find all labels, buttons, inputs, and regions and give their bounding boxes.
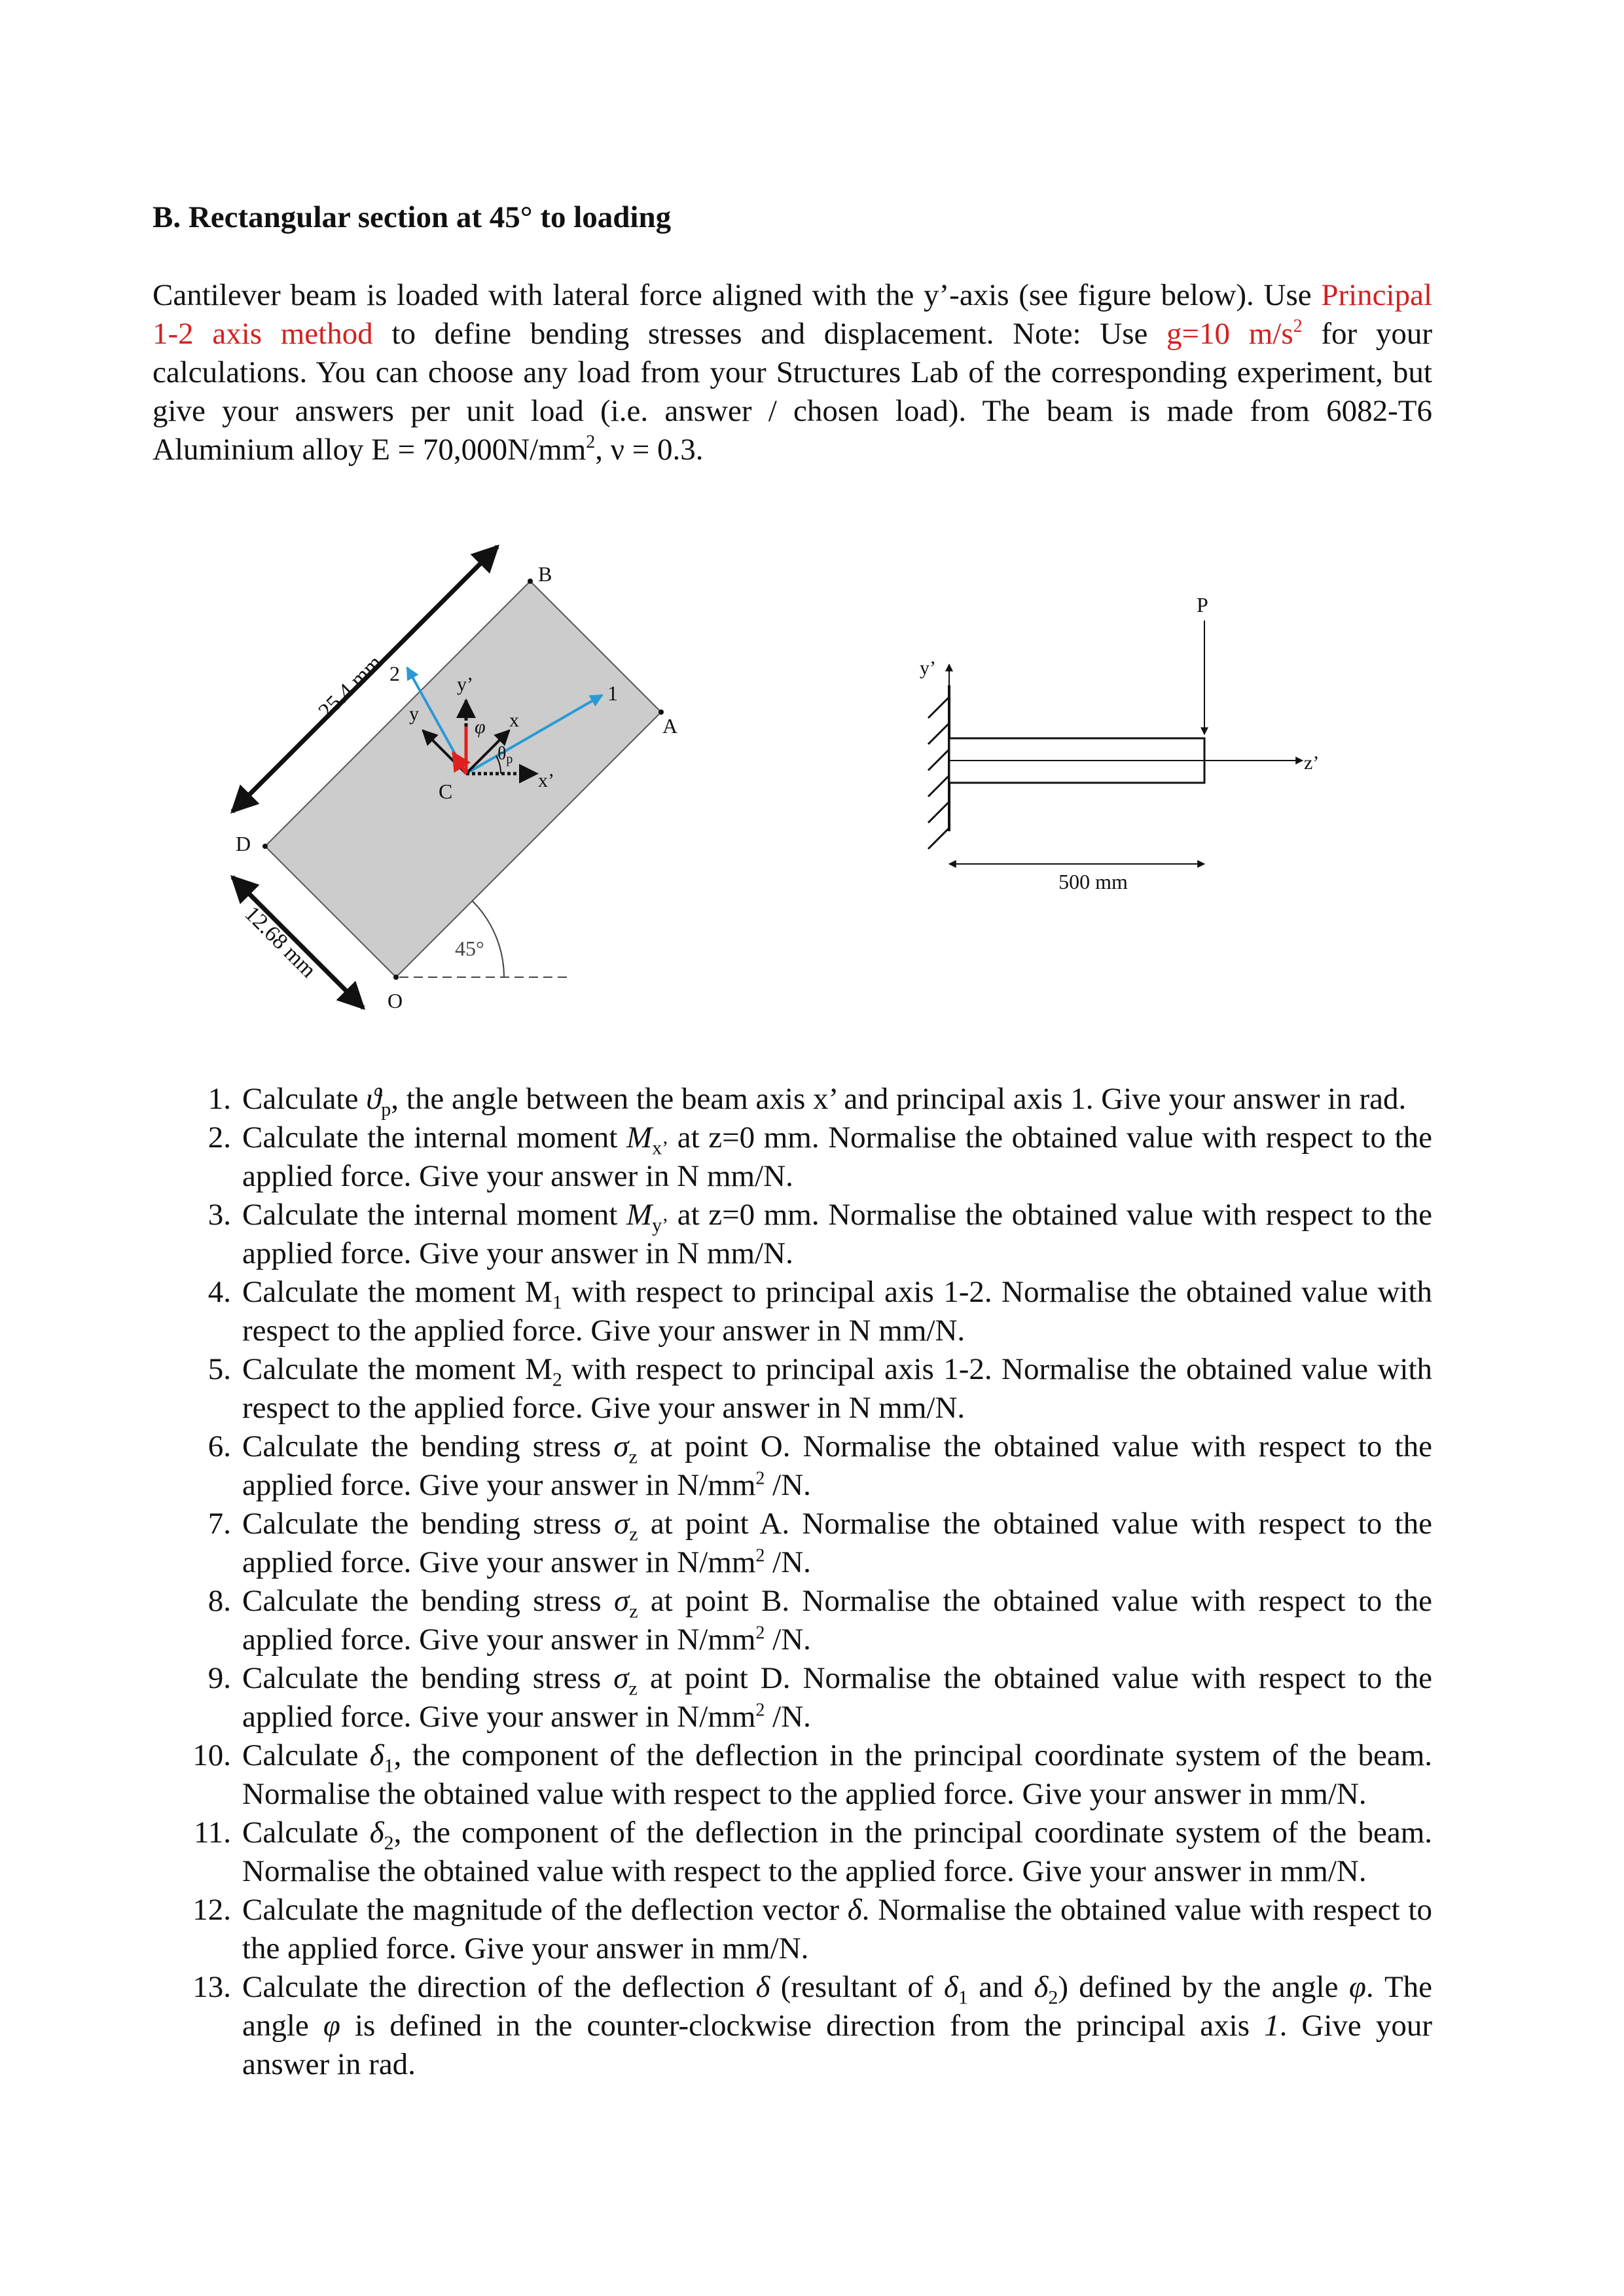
question-text: at z=0 mm. Normalise the obtained value with respect to the applied force. Give your answer in N mm/N.: [242, 1198, 1433, 1270]
question-number: 7.: [208, 1507, 231, 1541]
math-symbol: 1: [1264, 2009, 1280, 2043]
question-item: [153, 1427, 1432, 1505]
question-item: [153, 1814, 1432, 1891]
question-text: with respect to principal axis 1-2. Normalise the obtained value with respect to the applied force. Give your answer in N mm/N.: [242, 1352, 1432, 1425]
math-subscript: 2: [384, 1832, 394, 1854]
section-rectangle: [265, 581, 661, 977]
point-b-dot: [528, 579, 533, 584]
intro-text-4: , ν = 0.3.: [595, 433, 704, 467]
question-text: Calculate the bending stress: [242, 1661, 614, 1695]
question-number: 1.: [208, 1082, 231, 1116]
math-superscript: 2: [755, 1545, 765, 1566]
question-number: 9.: [208, 1661, 231, 1695]
question-number: 8.: [208, 1584, 231, 1618]
load-label: P: [1197, 593, 1208, 617]
question-text: Calculate the bending stress: [242, 1507, 614, 1541]
math-superscript: 2: [755, 1700, 765, 1721]
label-axis-2: 2: [389, 662, 400, 685]
question-item: [153, 1582, 1432, 1659]
math-subscript: p: [381, 1098, 391, 1121]
method-highlight: Principal 1-2 axis method: [153, 278, 1432, 351]
math-symbol: δ: [944, 1970, 958, 2004]
gravity-exponent: 2: [1293, 316, 1303, 336]
intro-text-1: Cantilever beam is loaded with lateral force aligned with the y’-axis (see figure below). Use: [153, 278, 1322, 312]
intro-text-3: for your calculations. You can choose any load from your Structures Lab of the corresponding experiment, but give your answers per unit load (i.e. answer / chosen load). The beam is made from 6082-T6 Aluminium alloy E = 70,000N/mm: [153, 317, 1432, 467]
question-item: [153, 1080, 1432, 1119]
question-text: /N.: [765, 1623, 811, 1657]
math-symbol: σ: [614, 1584, 630, 1618]
question-number: 3.: [208, 1198, 231, 1232]
modulus-exponent: 2: [586, 432, 596, 452]
beam-figure-svg: [196, 537, 1440, 1034]
question-number: 12.: [192, 1893, 231, 1927]
question-text: Calculate the moment M: [242, 1275, 552, 1309]
question-text: Calculate the internal moment: [242, 1198, 626, 1232]
label-phi: φ: [475, 716, 486, 738]
math-subscript: 1: [958, 1986, 968, 2009]
label-a: A: [662, 714, 678, 738]
question-text: ) defined by the angle: [1058, 1970, 1349, 2004]
label-b: B: [538, 562, 552, 586]
question-text: Calculate the internal moment: [242, 1121, 626, 1155]
question-text: Calculate the magnitude of the deflection vector: [242, 1893, 848, 1927]
point-o-dot: [393, 975, 399, 980]
question-text: . Normalise the obtained value with respect to the applied force. Give your answer in mm/N.: [242, 1893, 1432, 1965]
question-text: with respect to principal axis 1-2. Normalise the obtained value with respect to the applied force. Give your answer in N mm/N.: [242, 1275, 1432, 1348]
question-number: 4.: [208, 1275, 231, 1309]
question-text: (resultant of: [770, 1970, 945, 2004]
intro-text-2: to define bending stresses and displacement. Note: Use: [372, 317, 1167, 351]
question-text: , the angle between the beam axis x’ and principal axis 1. Give your answer in rad.: [391, 1082, 1407, 1116]
question-list: [153, 1080, 1432, 2084]
label-theta-sub: p: [506, 752, 513, 766]
math-symbol: ϑ: [366, 1082, 382, 1116]
dimension-short-label: 12.68 mm: [240, 901, 321, 983]
angle-label: 45°: [455, 937, 484, 960]
label-axis-yp: y’: [457, 673, 473, 695]
math-subscript: 2: [552, 1369, 562, 1391]
question-text: and: [967, 1970, 1034, 2004]
question-text: at point D. Normalise the obtained value with respect to the applied force. Give your answer in N/mm: [242, 1661, 1432, 1734]
question-item: [153, 1659, 1432, 1736]
math-symbol: M: [626, 1121, 653, 1155]
question-number: 13.: [192, 1970, 231, 2004]
dimension-long-label: 25.4 mm: [314, 651, 388, 724]
math-symbol: σ: [614, 1507, 630, 1541]
question-item: [153, 1273, 1432, 1350]
question-text: at z=0 mm. Normalise the obtained value with respect to the applied force. Give your answer in N mm/N.: [242, 1121, 1433, 1193]
question-item: [153, 1196, 1432, 1273]
label-c: C: [439, 780, 453, 803]
question-text: Calculate the bending stress: [242, 1584, 614, 1618]
question-number: 10.: [192, 1738, 231, 1772]
section-heading: B. Rectangular section at 45° to loading: [153, 200, 672, 234]
label-axis-y: y: [409, 703, 419, 725]
question-number: 6.: [208, 1429, 231, 1463]
question-text: is defined in the counter-clockwise direction from the principal axis: [340, 2009, 1265, 2043]
math-symbol: φ: [1348, 1970, 1366, 2004]
math-subscript: z: [628, 1677, 638, 1700]
cantilever-diagram: [920, 593, 1319, 893]
beam-figure: [196, 537, 1440, 1034]
math-subscript: y’: [652, 1214, 669, 1236]
beam-label-yp: y’: [920, 657, 936, 679]
math-symbol: δ: [755, 1970, 770, 2004]
math-symbol: δ: [369, 1738, 384, 1772]
math-symbol: δ: [1034, 1970, 1049, 2004]
question-item: [153, 1736, 1432, 1814]
question-text: /N.: [765, 1468, 811, 1502]
point-d-dot: [262, 844, 268, 849]
length-label: 500 mm: [1058, 870, 1128, 893]
question-number: 2.: [208, 1121, 231, 1155]
math-symbol: δ: [369, 1816, 384, 1850]
question-text: Calculate the moment M: [242, 1352, 552, 1386]
question-item: [153, 1505, 1432, 1582]
label-o: O: [388, 989, 403, 1013]
question-text: at point B. Normalise the obtained value with respect to the applied force. Give your answer in N/mm: [242, 1584, 1432, 1657]
math-subscript: 2: [1048, 1986, 1058, 2009]
math-subscript: 1: [384, 1755, 394, 1777]
intro-paragraph: [153, 276, 1432, 469]
question-item: [153, 1891, 1432, 1968]
question-number: 5.: [208, 1352, 231, 1386]
gravity-value: g=10 m/s: [1166, 317, 1293, 351]
math-superscript: 2: [755, 1468, 765, 1489]
question-item: [153, 1968, 1432, 2084]
label-theta-symbol: θ: [497, 744, 507, 764]
cross-section-diagram: [232, 547, 677, 1013]
question-text: /N.: [765, 1545, 811, 1579]
beam-label-zp: z’: [1304, 752, 1320, 774]
math-subscript: z: [628, 1446, 638, 1468]
question-text: at point A. Normalise the obtained value with respect to the applied force. Give your answer in N/mm: [242, 1507, 1432, 1579]
question-text: , the component of the deflection in the principal coordinate system of the beam. Normalise the obtained value with respect to the applied force. Give your answer in mm/N.: [242, 1816, 1432, 1888]
question-number: 11.: [193, 1816, 231, 1850]
question-text: Calculate: [242, 1816, 370, 1850]
math-symbol: σ: [613, 1661, 629, 1695]
question-item: [153, 1119, 1432, 1196]
question-text: Calculate the bending stress: [242, 1429, 614, 1463]
question-text: Calculate: [242, 1738, 370, 1772]
question-text: Calculate the direction of the deflection: [242, 1970, 756, 2004]
label-d: D: [236, 832, 251, 855]
math-symbol: σ: [613, 1429, 629, 1463]
label-axis-1: 1: [607, 681, 618, 705]
math-symbol: M: [626, 1198, 653, 1232]
math-subscript: x’: [652, 1137, 669, 1159]
question-text: , the component of the deflection in the principal coordinate system of the beam. Normalise the obtained value with respect to the applied force. Give your answer in mm/N.: [242, 1738, 1432, 1811]
wall-hatching: [928, 697, 949, 849]
math-superscript: 2: [755, 1623, 765, 1643]
question-item: [153, 1350, 1432, 1427]
math-symbol: δ: [847, 1893, 862, 1927]
math-symbol: φ: [323, 2009, 340, 2043]
question-text: . The angle: [242, 1970, 1433, 2043]
question-text: /N.: [765, 1700, 811, 1734]
label-axis-x: x: [509, 709, 519, 731]
math-subscript: z: [629, 1523, 638, 1545]
question-text: Calculate: [242, 1082, 367, 1116]
label-axis-xp: x’: [538, 770, 554, 791]
gravity-highlight: [1166, 317, 1303, 351]
question-text: at point O. Normalise the obtained value with respect to the applied force. Give your answer in N/mm: [242, 1429, 1432, 1502]
math-subscript: 1: [552, 1291, 562, 1314]
math-subscript: z: [629, 1600, 638, 1623]
question-text: . Give your answer in rad.: [242, 2009, 1433, 2081]
